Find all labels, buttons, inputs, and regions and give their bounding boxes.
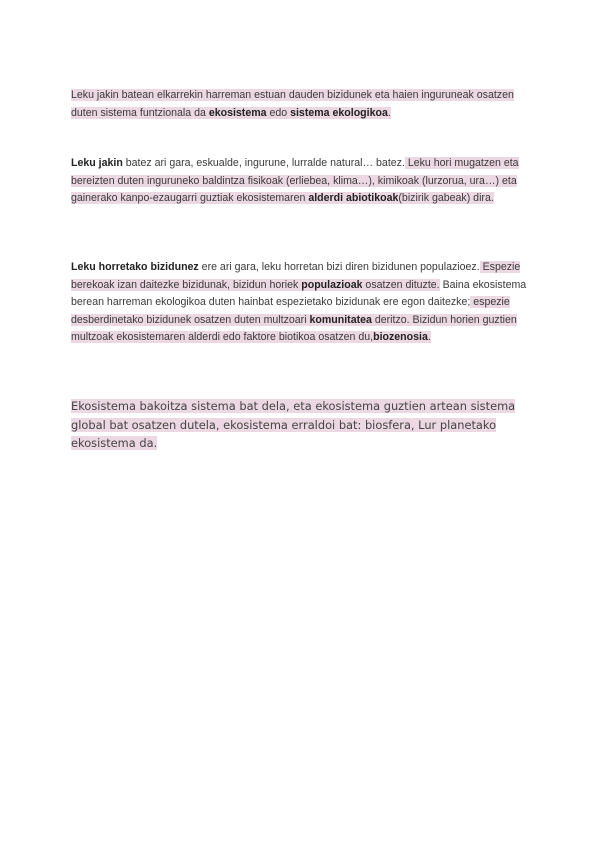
text-segment: Baina ekosistema berean harreman ekologikoa duten hainbat espezietako bizidunak ere egon daitezke; — [71, 278, 527, 309]
bold-term: ekosistema — [208, 106, 267, 119]
text-segment: . — [387, 106, 391, 119]
text-segment: ere ari gara, leku horretan bizi diren bizidunen populazioez. — [198, 261, 480, 273]
bold-term: Leku horretako bizidunez — [71, 261, 199, 273]
text-segment — [71, 261, 199, 273]
text-segment — [308, 192, 398, 204]
text-segment: Ekosistema bakoitza sistema bat dela, eta ekosistema guztien artean sistema global bat osatzen dutela, ekosistema erraldoi bat: biosfera, Lur planetako ekosistema da. — [71, 399, 516, 450]
text-segment — [373, 331, 428, 343]
text-segment: Espezie berekoak izan daitezke bizidunak, bizidun horiek — [71, 261, 521, 291]
paragraph-ekosistema-definition — [71, 87, 531, 122]
text-segment — [301, 279, 362, 291]
text-segment — [290, 107, 388, 119]
text-segment: . — [427, 331, 431, 344]
text-segment: espezie desberdinetako bizidunek osatzen duten multzoari — [71, 296, 510, 326]
bold-term: alderdi abiotikoak — [308, 192, 399, 205]
bold-term: komunitatea — [309, 313, 372, 326]
bold-term: populazioak — [301, 278, 363, 291]
bold-term: biozenosia — [373, 331, 428, 344]
text-segment — [71, 157, 123, 169]
text-segment: batez ari gara, eskualde, ingurune, lurralde natural… batez. — [122, 157, 405, 169]
text-segment: osatzen dituzte. — [362, 278, 440, 291]
bold-term: sistema ekologikoa — [290, 106, 388, 119]
paragraph-alderdi-abiotikoak — [71, 155, 531, 208]
text-segment: Leku hori mugatzen eta bereizten duten inguruneko baldintza fisikoak (erliebea, klima…), kimikoak (lurzorua, ura…) eta gainerako kanpo-ezaugarri guztiak ekosistemaren — [71, 157, 519, 205]
text-segment: (bizirik gabeak) dira. — [398, 192, 494, 205]
text-segment: deritzo. Bizidun horien guztien multzoak ekosistemaren alderdi edo faktore biotikoa osatzen du, — [71, 313, 517, 344]
paragraph-bizidunak — [71, 259, 531, 347]
text-segment: Leku jakin batean elkarrekin harreman estuan dauden bizidunek eta haien inguruneak osatzen duten sistema funtzionala da — [71, 89, 514, 119]
paragraph-biosfera — [71, 397, 541, 453]
text-segment: edo — [266, 106, 291, 119]
bold-term: Leku jakin — [71, 157, 123, 169]
text-segment — [209, 107, 267, 119]
text-segment — [310, 314, 372, 326]
